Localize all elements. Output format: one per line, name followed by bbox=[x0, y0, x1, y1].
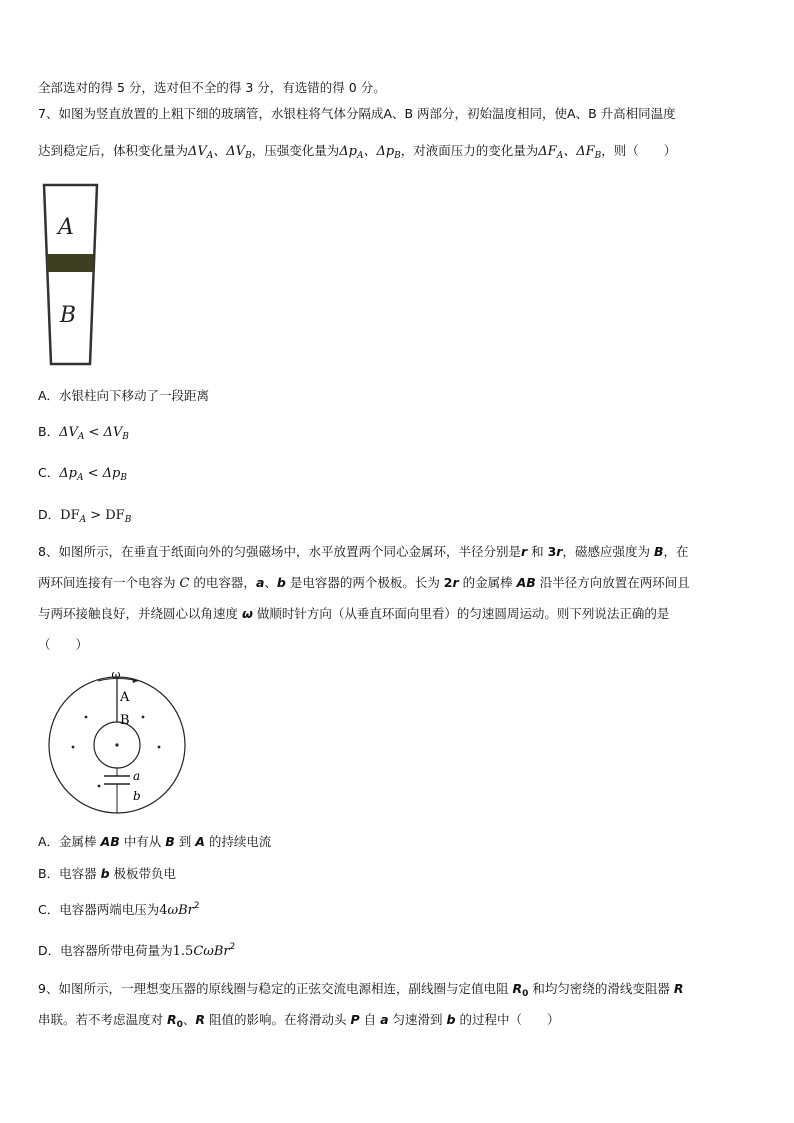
q8-stem-line3: 与两环接触良好，并绕圆心以角速度 ω 做顺时针方向（从垂直环面向里看）的匀速圆周运动。则下列说法正确的是 bbox=[38, 606, 670, 621]
plate-label-b: b bbox=[133, 789, 141, 803]
q7-option-c: C．$\Delta p_A < \Delta p_B$ bbox=[38, 465, 127, 483]
q7-stem-line1: 7、如图为竖直放置的上粗下细的玻璃管，水银柱将气体分隔成A、B 两部分，初始温度相同，使A、B 升高相同温度 bbox=[38, 106, 676, 121]
gas-label-b: B bbox=[59, 303, 77, 328]
q8-option-c: C．电容器两端电压为4ωBr$^2$ bbox=[38, 901, 200, 918]
q8-stem-line4: （ ） bbox=[38, 637, 89, 652]
q7-option-a: A．水银柱向下移动了一段距离 bbox=[38, 388, 210, 403]
mercury-column bbox=[47, 254, 93, 272]
gas-label-a: A bbox=[58, 215, 74, 240]
q7-option-b: B．$\Delta V_A < \Delta V_B$ bbox=[38, 424, 129, 442]
q8-option-a: A．金属棒 AB 中有从 B 到 A 的持续电流 bbox=[38, 834, 272, 849]
q9-stem-line1: 9、如图所示，一理想变压器的原线圈与稳定的正弦交流电源相连，副线圈与定值电阻 $R_0$ 和均匀密绕的滑线变阻器 R bbox=[38, 981, 684, 999]
scoring-note: 全部选对的得 5 分，选对但不全的得 3 分，有选错的得 0 分。 bbox=[38, 80, 386, 95]
omega-label: ω bbox=[111, 668, 121, 681]
q8-stem-line1: 8、如图所示，在垂直于纸面向外的匀强磁场中，水平放置两个同心金属环，半径分别是r 和 3r，磁感应强度为 B，在 bbox=[38, 544, 689, 559]
q7-option-d: D．$DF_A > DF_B$ bbox=[38, 507, 132, 525]
q9-stem-line2: 串联。若不考虑温度对 $R_0$、R 阻值的影响。在将滑动头 P 自 a 匀速滑到 b 的过程中（ ） bbox=[38, 1012, 560, 1030]
q8-stem-line2: 两环间连接有一个电容为 C 的电容器，a、b 是电容器的两个极板。长为 2r 的金属棒 AB 沿半径方向放置在两环间且 bbox=[38, 575, 690, 591]
q8-rings-figure bbox=[46, 668, 196, 820]
q8-option-d: D．电容器所带电荷量为1.5CωBr$^2$ bbox=[38, 942, 236, 959]
plate-label-a: a bbox=[133, 769, 141, 783]
q8-option-b: B．电容器 b 极板带负电 bbox=[38, 866, 176, 881]
q7-tube-figure bbox=[38, 178, 108, 370]
q7-stem-line2: 达到稳定后，体积变化量为$\Delta V_A$、$\Delta V_B$，压强变化量为$\Delta p_A$、$\Delta p_B$，对液面压力的变化量为$\Delta F_A$、$\Delta F_B$，则（ ） bbox=[38, 143, 677, 161]
rod-label-b: B bbox=[120, 713, 130, 728]
rod-label-a: A bbox=[120, 690, 130, 705]
